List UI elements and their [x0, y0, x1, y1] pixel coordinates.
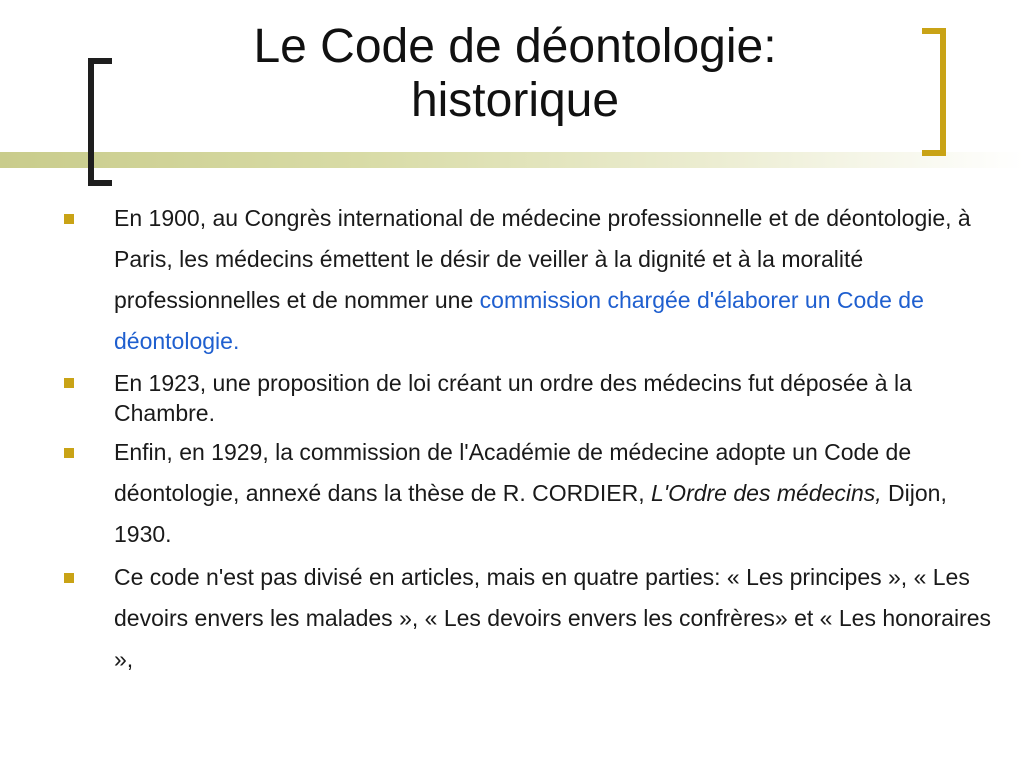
- left-bracket-decoration: [88, 58, 112, 186]
- bullet-item-1929: [62, 432, 1002, 555]
- bullet-text: En 1923, une proposition de loi créant un ordre des médecins fut déposée à la Chambre.: [114, 370, 912, 426]
- slide-title-line-2: historique: [410, 74, 620, 127]
- slide-title-line-1: Le Code de déontologie:: [253, 20, 777, 73]
- bullet-text: Ce code n'est pas divisé en articles, mais en quatre parties: « Les principes », « Les devoirs envers les malades », « Les devoirs envers les confrères» et « Les honoraires »,: [114, 564, 992, 672]
- bullet-item-code-parts: [62, 557, 1002, 680]
- book-title: L'Ordre des médecins,: [651, 480, 882, 506]
- slide-title: [130, 20, 900, 128]
- bullet-square-icon: [64, 378, 74, 388]
- commission-link[interactable]: commission chargée d'élaborer un Code de déontologie.: [114, 287, 924, 354]
- header-accent-bar: [0, 152, 1024, 168]
- bullet-text: En 1900, au Congrès international de médecine professionnelle et de déontologie, à Paris, les médecins émettent le désir de veiller à la dignité et à la moralité professionnelles et de nommer une: [114, 205, 971, 313]
- bullet-square-icon: [64, 573, 74, 583]
- bullet-list: [62, 198, 1002, 680]
- bullet-item-1923: [62, 368, 1002, 428]
- bullet-text-end: Dijon, 1930.: [114, 480, 947, 547]
- bullet-item-1900: [62, 198, 1002, 362]
- bullet-square-icon: [64, 448, 74, 458]
- right-bracket-decoration: [922, 28, 946, 156]
- bullet-text: Enfin, en 1929, la commission de l'Académie de médecine adopte un Code de déontologie, annexé dans la thèse de R. CORDIER,: [114, 439, 912, 506]
- bullet-square-icon: [64, 214, 74, 224]
